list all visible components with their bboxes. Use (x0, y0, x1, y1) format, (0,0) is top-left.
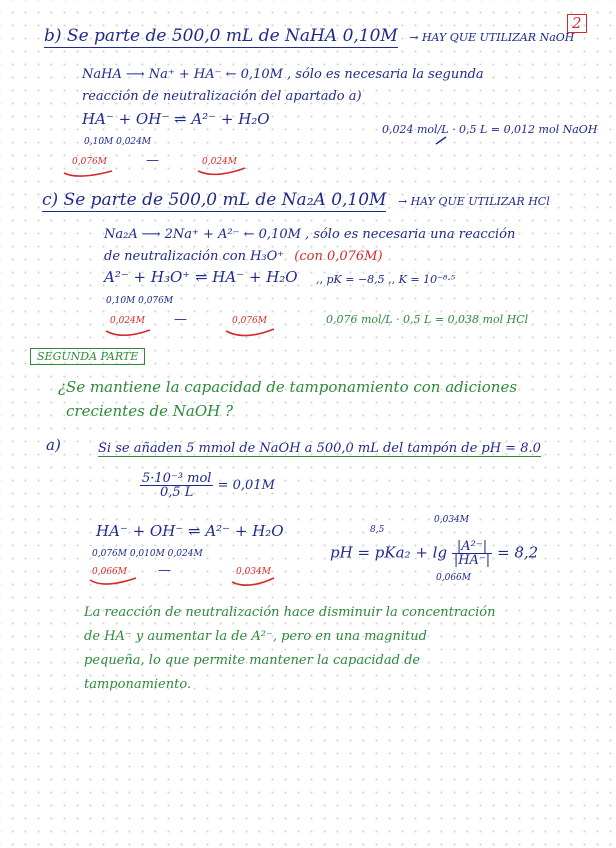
segunda-parte-label: SEGUNDA PARTE (30, 348, 145, 365)
part-c-conc2-left: 0,024M (110, 316, 145, 326)
red-swoosh-c-right (226, 329, 274, 336)
red-swoosh-b-left (64, 171, 112, 176)
dose-frac-result: = 0,01M (217, 478, 275, 493)
part-c-reaction: A²⁻ + H₃O⁺ ⇌ HA⁻ + H₂O (104, 268, 298, 286)
red-swoosh-b-right (198, 168, 245, 174)
segunda-conc2-left: 0,066M (92, 567, 127, 577)
conclusion-line4: tamponamiento. (84, 677, 192, 692)
segunda-a-label: a) (46, 436, 61, 454)
part-c-conc2-dash: — (174, 312, 187, 327)
ph-frac (452, 540, 492, 567)
red-swoosh-s-right (232, 578, 274, 585)
question-line1: ¿Se mantiene la capacidad de tamponamiento con adiciones (58, 378, 518, 396)
part-c-line2-text: de neutralización con H₃O⁺ (104, 249, 285, 264)
part-b-reaction: HA⁻ + OH⁻ ⇌ A²⁻ + H₂O (82, 110, 270, 128)
dose-frac-den: 0,5 L (160, 485, 194, 500)
segunda-a-heading: Si se añaden 5 mmol de NaOH a 500,0 mL del tampón de pH = 8.0 (98, 441, 541, 456)
part-c-line2 (104, 250, 383, 263)
dose-frac-num: 5·10⁻³ mol (142, 471, 212, 486)
ph-top-conc: 0,034M (434, 515, 469, 525)
red-swoosh-s-left (90, 578, 136, 584)
part-c-conc2-right: 0,076M (232, 316, 267, 326)
part-c-arrow-note: → HAY QUE UTILIZAR HCl (397, 195, 550, 208)
part-c-pk: ,, pK = −8,5 ,, K = 10⁻⁸·⁵ (316, 273, 456, 286)
ph-equation (330, 540, 538, 567)
cancel-stroke-b (436, 137, 446, 144)
part-b-conc2-right: 0,024M (202, 157, 237, 167)
dose-frac (140, 472, 213, 499)
part-b-calc: 0,024 mol/L · 0,5 L = 0,012 mol NaOH (382, 123, 598, 136)
part-c-conc1: 0,10M 0,076M (106, 296, 174, 306)
ph-frac-num: |A²⁻| (452, 540, 492, 554)
part-b-heading (44, 28, 574, 45)
part-c-line2-red: (con 0,076M) (294, 249, 383, 264)
ph-equation-lhs: pH = pKa₂ + lg (330, 543, 448, 562)
part-b-conc2-left: 0,076M (72, 157, 107, 167)
ph-frac-den: |HA⁻| (453, 553, 491, 568)
part-c-calc: 0,076 mol/L · 0,5 L = 0,038 mol HCl (326, 313, 529, 326)
part-b-line1: NaHA ⟶ Na⁺ + HA⁻ ← 0,10M , sólo es necesaria la segunda (82, 67, 484, 82)
dose-fraction (140, 472, 275, 499)
segunda-conc2-dash: — (158, 563, 171, 578)
red-swoosh-c-left (106, 330, 150, 335)
question-line2: crecientes de NaOH ? (66, 402, 234, 420)
part-c-line1: Na₂A ⟶ 2Na⁺ + A²⁻ ← 0,10M , sólo es necesaria una reacción (104, 227, 516, 242)
conclusion-line1: La reacción de neutralización hace disminuir la concentración (84, 605, 496, 620)
part-b-arrow-note: → HAY QUE UTILIZAR NaOH (409, 31, 575, 44)
segunda-conc1: 0,076M 0,010M 0,024M (92, 549, 203, 559)
part-c-heading-text: c) Se parte de 500,0 mL de Na₂A 0,10M (42, 190, 387, 210)
part-b-line2: reacción de neutralización del apartado a) (82, 89, 362, 104)
segunda-conc2-right: 0,034M (236, 567, 271, 577)
conclusion-line2: de HA⁻ y aumentar la de A²⁻, pero en una magnitud (84, 629, 427, 644)
page-number: 2 (567, 14, 587, 33)
segunda-reaction: HA⁻ + OH⁻ ⇌ A²⁻ + H₂O (96, 522, 284, 540)
ph-result: = 8,2 (496, 543, 539, 562)
part-b-heading-text: b) Se parte de 500,0 mL de NaHA 0,10M (44, 26, 398, 46)
part-c-heading (42, 192, 550, 209)
part-b-conc2-dash: — (146, 153, 159, 168)
conclusion-line3: pequeña, lo que permite mantener la capacidad de (84, 653, 421, 668)
part-b-conc1: 0,10M 0,024M (84, 137, 152, 147)
ph-bottom-conc: 0,066M (436, 573, 471, 583)
ph-top-pka: 8,5 (370, 525, 385, 535)
